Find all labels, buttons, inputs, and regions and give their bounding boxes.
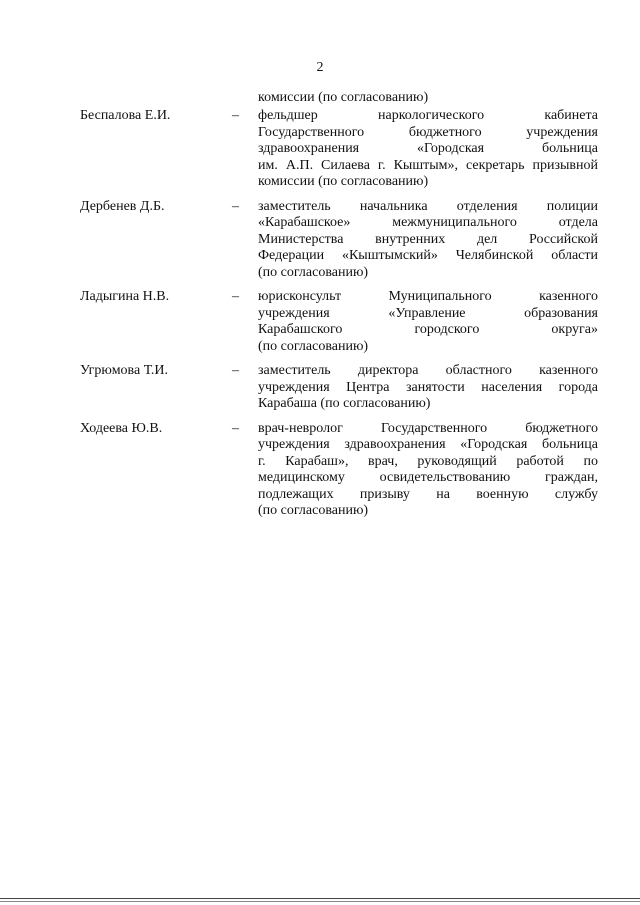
description-line: (по согласованию) (258, 338, 369, 354)
member-name: Угрюмова Т.И. (80, 363, 168, 378)
member-dash: – (232, 363, 239, 378)
member-description (258, 289, 598, 355)
member-dash: – (232, 198, 239, 214)
description-line: Министерства внутренних дел Российской (258, 231, 598, 247)
description-line: юрисконсульт Муниципального казенного (258, 289, 598, 304)
member-description (258, 421, 598, 520)
description-line: г. Карабаш», врач, руководящий работой по (258, 453, 598, 469)
description-line: «Карабашское» межмуниципального отдела (258, 215, 598, 230)
continuation-text: комиссии (по согласованию) (258, 90, 429, 105)
member-dash: – (232, 420, 239, 436)
member-dash: – (232, 108, 239, 123)
page-bottom-divider (0, 898, 640, 899)
description-line: Федерации «Кыштымский» Челябинской области (258, 248, 598, 263)
description-line: им. А.П. Силаева г. Кыштым», секретарь призывной (258, 157, 598, 173)
description-line: медицинскому освидетельствованию граждан, (258, 470, 598, 485)
member-entry (0, 108, 640, 191)
description-line: Карабашского городского округа» (258, 322, 598, 337)
member-name: Беспалова Е.И. (80, 108, 171, 123)
member-entry (0, 199, 640, 282)
member-entry (0, 363, 640, 413)
description-line: учреждения Центра занятости населения города (258, 379, 598, 395)
member-dash: – (232, 289, 239, 304)
description-line: фельдшер наркологического кабинета (258, 108, 598, 123)
description-line: врач-невролог Государственного бюджетного (258, 420, 598, 436)
member-entry (0, 289, 640, 355)
member-entry (0, 421, 640, 520)
description-line: заместитель начальника отделения полиции (258, 198, 598, 214)
member-description (258, 363, 598, 413)
member-name: Ходеева Ю.В. (80, 420, 163, 436)
description-line: комиссии (по согласованию) (258, 174, 429, 189)
description-line: Государственного бюджетного учреждения (258, 124, 598, 140)
page-number: 2 (316, 60, 324, 75)
page-bottom-divider (0, 901, 640, 902)
description-line: учреждения здравоохранения «Городская больница (258, 437, 598, 452)
member-description (258, 199, 598, 282)
member-list (0, 108, 640, 520)
member-name: Ладыгина Н.В. (80, 289, 170, 304)
description-line: Карабаша (по согласованию) (258, 396, 431, 411)
member-name: Дербенев Д.Б. (80, 198, 165, 214)
description-line: здравоохранения «Городская больница (258, 141, 598, 156)
member-description (258, 108, 598, 191)
description-line: (по согласованию) (258, 264, 369, 280)
description-line: заместитель директора областного казенного (258, 363, 598, 378)
description-line: (по согласованию) (258, 503, 369, 518)
description-line: подлежащих призыву на военную службу (258, 486, 598, 502)
description-line: учреждения «Управление образования (258, 305, 598, 321)
